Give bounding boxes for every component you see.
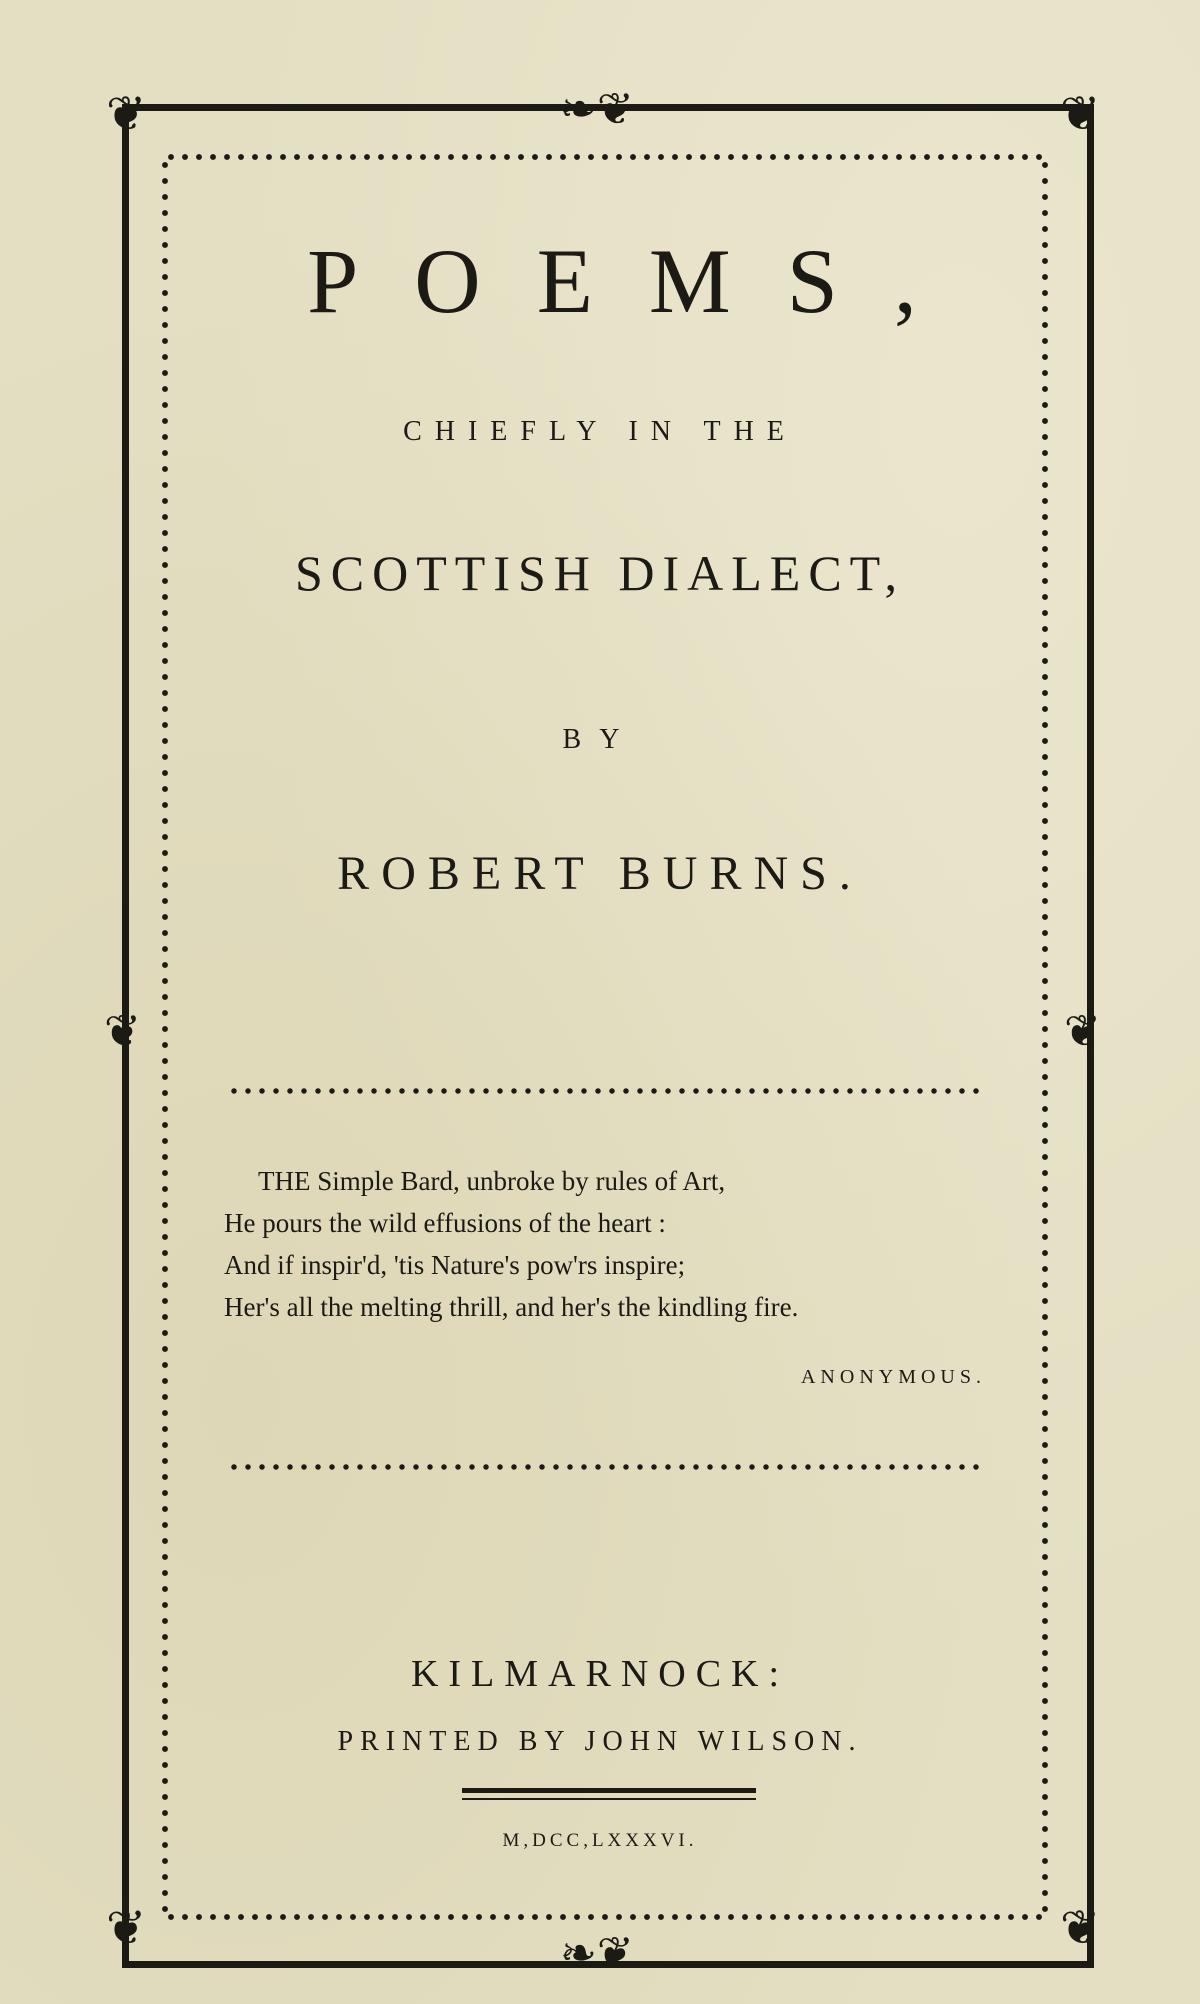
scroll-ornament-icon: ❦ <box>104 1006 141 1057</box>
page-title: POEMS, <box>307 230 973 332</box>
fleuron-icon: ❦ <box>1060 1900 1101 1956</box>
epigraph-rule-top <box>228 1086 984 1096</box>
scroll-ornament-icon: ❦ <box>1064 1006 1101 1057</box>
fleuron-icon: ❦ <box>1060 86 1101 142</box>
epigraph-rule-bottom <box>228 1462 984 1472</box>
imprint-date: M,DCC,LXXXVI. <box>502 1830 698 1851</box>
epigraph <box>224 1160 1004 1328</box>
epigraph-line: And if inspir'd, 'tis Nature's pow'rs inspire; <box>224 1250 686 1280</box>
imprint-place: KILMARNOCK: <box>410 1653 790 1695</box>
epigraph-line: THE Simple Bard, unbroke by rules of Art, <box>258 1166 726 1196</box>
epigraph-line: He pours the wild effusions of the heart : <box>224 1208 666 1238</box>
epigraph-line: Her's all the melting thrill, and her's the kindling fire. <box>224 1292 799 1322</box>
scroll-ornament-icon: ❧❦ <box>560 1928 634 1979</box>
subtitle-line-1: CHIEFLY IN THE <box>403 416 797 447</box>
inner-border-top <box>166 152 1046 162</box>
by-line: BY <box>562 724 638 755</box>
subtitle-line-2: SCOTTISH DIALECT, <box>294 545 906 601</box>
scroll-ornament-icon: ❧❦ <box>560 84 634 135</box>
epigraph-attribution: ANONYMOUS. <box>800 1366 986 1388</box>
inner-border-right <box>1040 160 1050 1912</box>
fleuron-icon: ❦ <box>106 86 147 142</box>
fleuron-icon: ❦ <box>106 1900 147 1956</box>
inner-border-bottom <box>166 1912 1046 1922</box>
author-name: ROBERT BURNS. <box>337 847 863 900</box>
imprint-rule <box>462 1788 756 1800</box>
imprint-printer: PRINTED BY JOHN WILSON. <box>337 1726 863 1757</box>
